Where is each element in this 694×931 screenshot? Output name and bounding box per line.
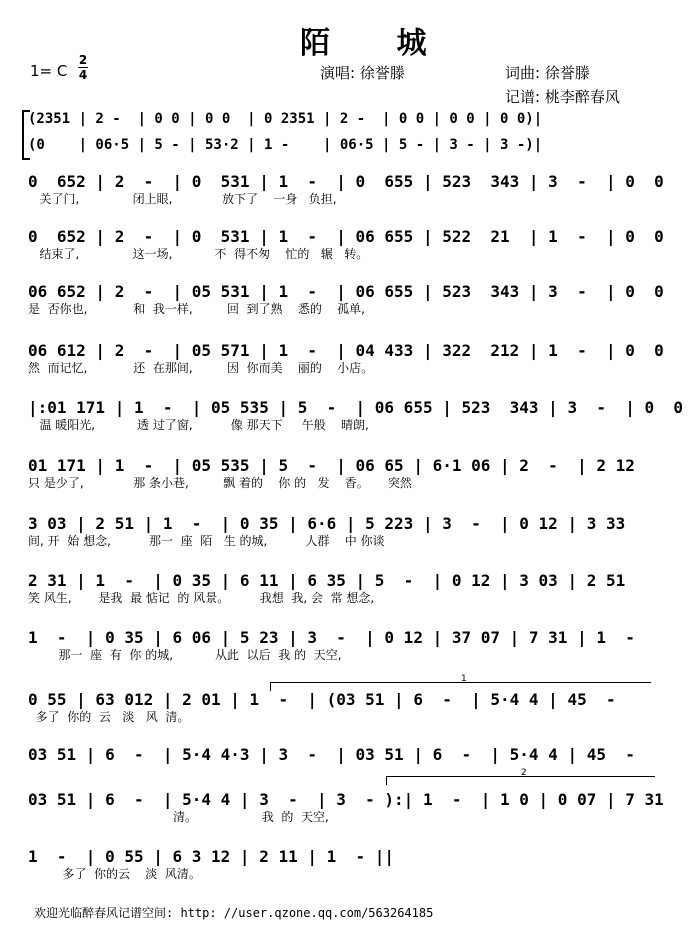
score-line-8	[28, 571, 660, 605]
volta-1: 1	[270, 682, 651, 691]
notes: 0 652 | 2 - | 0 531 | 1 - | 06 655 | 522 21 | 1 - | 0 0	[28, 227, 664, 246]
notes: 2 31 | 1 - | 0 35 | 6 11 | 6 35 | 5 - | 0 12 | 3 03 | 2 51	[28, 571, 626, 590]
notes: 1 - | 0 55 | 6 3 12 | 2 11 | 1 - ||	[28, 847, 395, 866]
score-line-2	[28, 227, 664, 261]
notes: 3 03 | 2 51 | 1 - | 0 35 | 6·6 | 5 223 | 3 - | 0 12 | 3 33	[28, 514, 626, 533]
lyrics: 多了 你的 云 淡 风 清。	[28, 710, 190, 724]
score-line-9	[28, 628, 660, 662]
notes: 0 55 | 63 012 | 2 01 | 1 - | (03 51 | 6 - | 5·4 4 | 45 -	[28, 690, 616, 709]
notes: 0 652 | 2 - | 0 531 | 1 - | 0 655 | 523 343 | 3 - | 0 0	[28, 172, 664, 191]
lyrics: 温 暖阳光, 透 过了窗, 像 那天下 午般 晴朗,	[28, 418, 369, 432]
song-title: 陌 城	[300, 26, 455, 61]
score-line-3	[28, 282, 664, 316]
transcriber-credit: 记谱: 桃李醉春风	[505, 88, 620, 106]
lyrics: 笑 风生, 是我 最 惦记 的 风景。 我想 我, 会 常 想念,	[28, 591, 375, 605]
lyrics: 是 否你也, 和 我一样, 回 到了熟 悉的 孤单,	[28, 302, 365, 316]
notes: 1 - | 0 35 | 6 06 | 5 23 | 3 - | 0 12 | 37 07 | 7 31 | 1 -	[28, 628, 635, 647]
intro-lower-line: (0 | 06·5 | 5 - | 53·2 | 1 - | 06·5 | 5 - | 3 - | 3 -)|	[28, 137, 543, 153]
time-signature	[78, 54, 88, 81]
time-signature-top: 2	[78, 53, 88, 67]
lyrics: 清。 我 的 天空,	[28, 810, 329, 824]
lyrics: 间, 开 始 想念, 那一 座 陌 生 的城, 人群 中 你谈	[28, 534, 385, 548]
score-line-11	[28, 745, 660, 779]
notes: 06 652 | 2 - | 05 531 | 1 - | 06 655 | 523 343 | 3 - | 0 0	[28, 282, 664, 301]
intro-upper-line: (2351 | 2 - | 0 0 | 0 0 | 0 2351 | 2 - | 0 0 | 0 0 | 0 0)|	[28, 111, 543, 127]
composer-credit: 词曲: 徐誉滕	[505, 64, 590, 82]
lyrics: 关了门, 闭上眼, 放下了 一身 负担,	[28, 192, 337, 206]
notes: |:01 171 | 1 - | 05 535 | 5 - | 06 655 | 523 343 | 3 - | 0 0	[28, 398, 684, 417]
lyrics: 那一 座 有 你 的城, 从此 以后 我 的 天空,	[28, 648, 342, 662]
score-line-4	[28, 341, 664, 375]
score-line-1	[28, 172, 664, 206]
intro-system	[28, 110, 660, 154]
score-line-10	[28, 690, 660, 724]
score-line-7	[28, 514, 660, 548]
notes: 01 171 | 1 - | 05 535 | 5 - | 06 65 | 6·1 06 | 2 - | 2 12	[28, 456, 635, 475]
score-line-6	[28, 456, 660, 490]
notes: 06 612 | 2 - | 05 571 | 1 - | 04 433 | 322 212 | 1 - | 0 0	[28, 341, 664, 360]
time-signature-bottom: 4	[78, 68, 88, 82]
score-line-13	[28, 847, 660, 881]
lyrics: 多了 你的云 淡 风清。	[28, 867, 201, 881]
footer-url-text: 欢迎光临醉春风记谱空间: http: //user.qzone.qq.com/563264185	[34, 906, 434, 920]
score-line-5	[28, 398, 684, 432]
singer-credit: 演唱: 徐誉滕	[320, 64, 405, 82]
lyrics: 然 而记忆, 还 在那间, 因 你而美 丽的 小店。	[28, 361, 374, 375]
lyrics: 只 是少了, 那 条小巷, 飘 着的 你 的 发 香。 突然	[28, 476, 412, 490]
notes: 03 51 | 6 - | 5·4 4 | 3 - | 3 - ):| 1 - | 1 0 | 0 07 | 7 31	[28, 790, 664, 809]
score-line-12	[28, 790, 664, 824]
lyrics: 结束了, 这一场, 不 得不匆 忙的 辗 转。	[28, 247, 369, 261]
key-signature: 1= C	[30, 62, 68, 80]
volta-2: 2	[386, 776, 655, 785]
notes: 03 51 | 6 - | 5·4 4·3 | 3 - | 03 51 | 6 - | 5·4 4 | 45 -	[28, 745, 635, 764]
